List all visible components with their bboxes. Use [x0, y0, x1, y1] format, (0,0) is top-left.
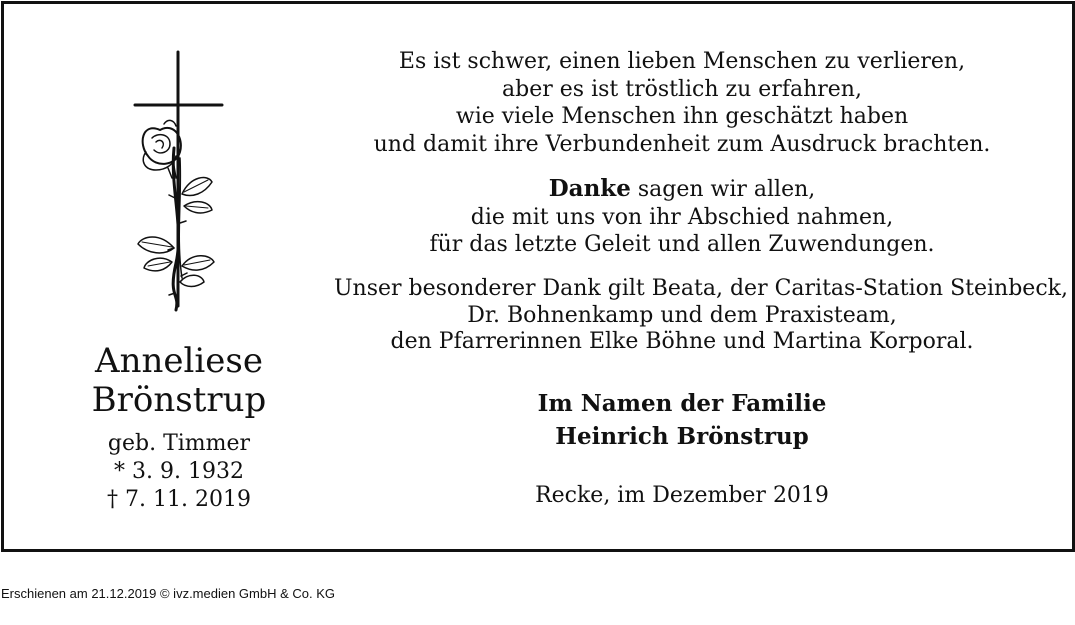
place-date: Recke, im Dezember 2019	[535, 483, 829, 508]
deceased-last-name: Brönstrup	[91, 380, 267, 420]
verse-line: aber es ist tröstlich zu erfahren,	[502, 76, 862, 102]
deceased-first-name: Anneliese	[95, 341, 263, 381]
verse-line: Es ist schwer, einen lieben Menschen zu verlieren,	[398, 49, 966, 74]
thanks-line: die mit uns von ihr Abschied nahmen,	[470, 204, 894, 230]
thanks-first-line	[334, 175, 1030, 204]
birth-name: geb. Timmer	[107, 431, 251, 456]
death-date: † 7. 11. 2019	[107, 487, 251, 512]
signature-line-1: Im Namen der Familie	[537, 390, 827, 417]
deceased-column	[4, 4, 354, 549]
thanks-emphasis: Danke	[548, 175, 631, 202]
message-column	[334, 4, 1068, 549]
signature-line-2: Heinrich Brönstrup	[555, 423, 809, 450]
deceased-details	[4, 430, 354, 514]
special-thanks-line: den Pfarrerinnen Elke Böhne und Martina Korporal.	[390, 329, 974, 354]
thanks-block	[334, 175, 1030, 259]
thanks-line: für das letzte Geleit und allen Zuwendungen.	[429, 232, 935, 257]
special-thanks-line: Dr. Bohnenkamp und dem Praxisteam,	[467, 302, 897, 328]
verse-block	[334, 48, 1030, 158]
deceased-name	[4, 342, 354, 420]
publication-footer: Erschienen am 21.12.2019 © ivz.medien GmbH & Co. KG	[1, 586, 336, 601]
verse-line: wie viele Menschen ihn geschätzt haben	[455, 104, 909, 129]
special-thanks-line: Unser besonderer Dank gilt Beata, der Caritas-Station Steinbeck,	[334, 276, 1068, 301]
cross-with-rose-icon	[130, 48, 230, 314]
birth-date: * 3. 9. 1932	[114, 459, 244, 484]
special-thanks-block	[334, 276, 1068, 356]
thanks-first-line-rest: sagen wir allen,	[630, 177, 816, 202]
verse-line: und damit ihre Verbundenheit zum Ausdruck brachten.	[373, 131, 991, 157]
family-signature	[334, 387, 1030, 453]
obituary-notice	[1, 1, 1075, 552]
